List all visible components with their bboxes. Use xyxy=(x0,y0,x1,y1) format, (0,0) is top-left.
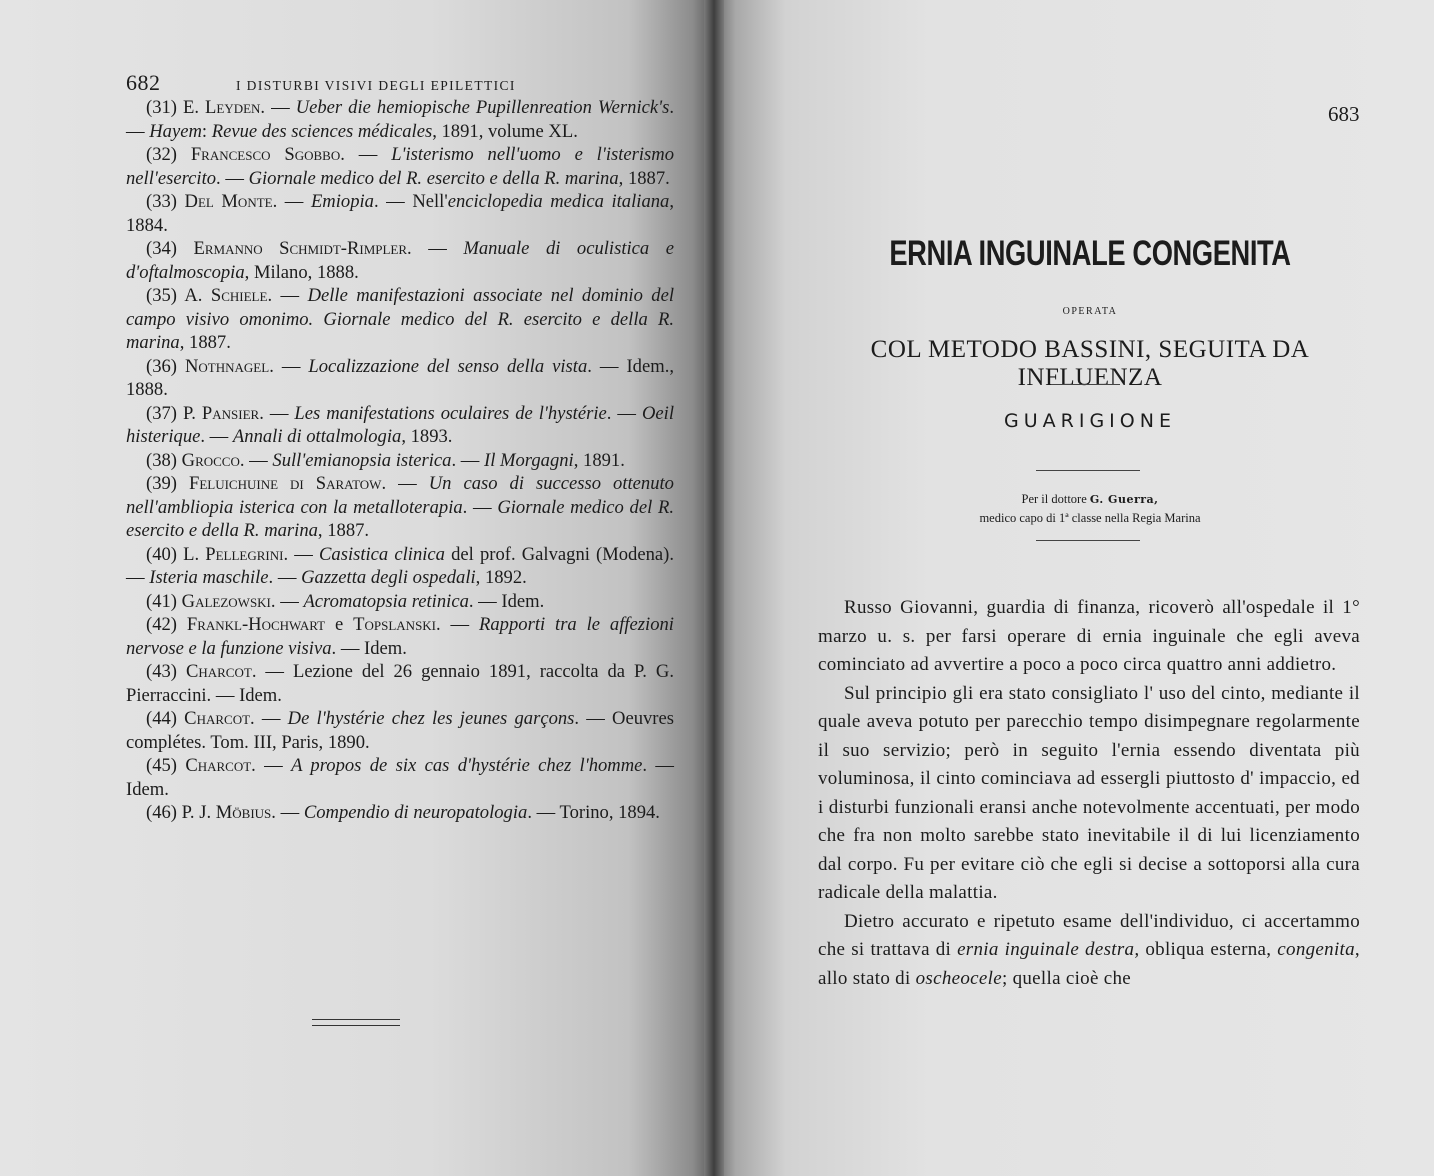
running-head: I DISTURBI VISIVI DEGLI EPILETTICI xyxy=(236,78,516,93)
reference-item-run: . — xyxy=(251,755,292,776)
reference-item-run: . — xyxy=(259,402,295,424)
reference-item-run: . — xyxy=(606,402,642,424)
reference-list xyxy=(126,96,674,825)
reference-item-run: (42) xyxy=(146,614,187,635)
reference-item-run: . — xyxy=(200,426,233,447)
reference-item-run: Ueber die hemiopische Pupillenreation Wernick's xyxy=(295,97,670,118)
reference-item-run: . — xyxy=(270,590,304,612)
reference-item xyxy=(126,660,674,707)
author-prefix: Per il dottore xyxy=(1021,492,1090,506)
reference-item-run: . — xyxy=(216,167,249,189)
reference-item-run: . — xyxy=(126,97,674,142)
reference-item-run: , 1892. xyxy=(475,567,527,588)
reference-item-run: Schiele xyxy=(210,285,268,306)
body-paragraph-run: obliqua esterna, xyxy=(1139,939,1278,960)
reference-item-run: (44) xyxy=(146,708,185,729)
author-name: G. Guerra, xyxy=(1089,493,1159,506)
reference-item-run: Acromatopsia retinica xyxy=(303,590,469,612)
reference-item-run: Annali di ottalmologia xyxy=(232,426,402,447)
reference-item xyxy=(126,402,674,449)
right-page xyxy=(714,0,1434,1176)
reference-item xyxy=(126,449,674,473)
reference-item-run: Galezowski xyxy=(181,590,271,612)
reference-item-run: . — xyxy=(268,567,302,588)
reference-item xyxy=(126,355,674,402)
reference-item xyxy=(126,754,674,801)
reference-item-run: (37) P. xyxy=(146,402,202,424)
reference-item-run: , 1891, volume XL. xyxy=(432,120,578,142)
reference-item-run: . — xyxy=(462,496,498,518)
reference-item-run: Casistica clinica xyxy=(319,543,445,565)
reference-item-run: Delle manifestazioni associate nel dominio del campo visivo omonimo. Giornale medico del R. esercito e della R. marina xyxy=(126,285,675,353)
reference-item-run: Charcot xyxy=(185,661,252,682)
reference-item-run: , 1887. xyxy=(618,167,670,189)
reference-item-run: (33) xyxy=(146,191,185,212)
reference-item-run: . — xyxy=(239,449,273,471)
reference-item xyxy=(126,613,674,660)
reference-item-run: Oeil histerique xyxy=(126,402,674,447)
reference-item-run: Feluichuine di Saratow xyxy=(188,473,382,494)
reference-item-run: enciclopedia medica italiana xyxy=(447,191,670,212)
reference-item xyxy=(126,590,674,614)
reference-item-run: (40) L. xyxy=(146,543,206,565)
reference-item-run: . — xyxy=(267,285,308,306)
reference-item-run: Frankl-Hochwart xyxy=(186,614,326,635)
title-rule xyxy=(1052,384,1120,385)
reference-item xyxy=(126,284,674,355)
author-rule-bottom xyxy=(1036,540,1140,541)
reference-item-run: . — Idem. xyxy=(126,755,674,800)
reference-item-run: . — Nell' xyxy=(373,191,448,212)
body-paragraph-run: Russo Giovanni, guardia di finanza, ricoverò all'ospedale il 1° marzo u. s. per farsi operare di ernia inguinale che egli aveva cominciato ad avvertire a poco a poco circa quattro anni addietro. xyxy=(818,597,1360,675)
reference-item xyxy=(126,143,674,190)
end-rule xyxy=(312,1019,400,1026)
reference-item-run: Leyden xyxy=(205,97,261,118)
reference-item-run: Les manifestations oculaires de l'hystérie xyxy=(294,402,607,424)
reference-item xyxy=(126,543,674,590)
reference-item-run: , 1887. xyxy=(317,520,370,541)
reference-item-run: Grocco xyxy=(181,449,240,471)
reference-item-run: Hayem xyxy=(149,120,202,142)
reference-item-run: Giornale medico del R. esercito e della R. marina xyxy=(248,167,619,189)
body-paragraph-run: ernia inguinale destra, xyxy=(957,939,1140,960)
reference-item-run: e xyxy=(325,614,354,635)
reference-item-run: . — xyxy=(283,543,320,565)
article-operata: OPERATA xyxy=(1062,306,1118,317)
reference-item xyxy=(126,472,674,543)
reference-item-run: Giornale medico del R. esercito e della R. marina xyxy=(126,496,674,541)
author-block xyxy=(820,490,1360,527)
reference-item-run: . — Idem., 1888. xyxy=(126,355,674,400)
reference-item-run: Manuale di oculistica e d'oftalmoscopia xyxy=(126,238,674,283)
reference-item-run: (39) xyxy=(146,473,189,494)
reference-item-run: . — Lezione del 26 gennaio 1891, raccolta da P. G. Pierraccini. — Idem. xyxy=(126,661,674,706)
article-title: ERNIA INGUINALE CONGENITA xyxy=(889,234,1291,273)
reference-item xyxy=(126,801,674,825)
reference-item-run: Pellegrini xyxy=(205,543,284,565)
reference-item-run: . — xyxy=(381,473,429,494)
body-paragraph-run: congenita xyxy=(1277,939,1355,960)
reference-item-run: . — xyxy=(272,191,311,212)
body-paragraph xyxy=(818,680,1360,908)
left-page xyxy=(0,0,714,1176)
body-paragraph xyxy=(818,908,1360,994)
reference-item-run: Il Morgagni xyxy=(484,449,574,471)
reference-item-run: (34) xyxy=(146,238,194,259)
reference-item-run: Nothnagel xyxy=(184,355,270,377)
reference-item-run: Charcot xyxy=(185,755,252,776)
reference-item-run: Charcot xyxy=(184,708,251,729)
article-guarigione: GUARIGIONE xyxy=(1004,410,1176,432)
reference-item-run: Un caso di successo ottenuto nell'ambliopia isterica con la metalloterapia xyxy=(126,473,674,518)
reference-item-run: Isteria maschile xyxy=(149,567,269,588)
reference-item-run: . — xyxy=(407,238,464,259)
reference-item-run: . — Idem. xyxy=(468,590,545,612)
reference-item-run: (35) A. xyxy=(146,285,211,306)
reference-item-run: Revue des sciences médicales xyxy=(211,120,433,142)
reference-item-run: . — xyxy=(436,614,480,635)
article-body xyxy=(818,594,1360,993)
reference-item xyxy=(126,96,674,143)
reference-item-run: . — Oeuvres complétes. Tom. III, Paris, 1890. xyxy=(126,708,674,753)
reference-item xyxy=(126,707,674,754)
reference-item-run: Gazzetta degli ospedali xyxy=(301,567,476,588)
reference-item-run: . — Idem. xyxy=(331,637,407,659)
reference-item-run: Sull'emianopsia isterica xyxy=(272,449,452,471)
reference-item-run: . — xyxy=(340,144,392,165)
reference-item-run: . — xyxy=(451,449,485,471)
reference-item-run: Pansier xyxy=(201,402,260,424)
reference-item-run: . — xyxy=(271,802,304,823)
reference-item-run: : xyxy=(201,120,212,142)
book-gutter xyxy=(704,0,724,1176)
reference-item-run: Möbius xyxy=(215,802,272,823)
reference-item-run: Rapporti tra le affezioni nervose e la funzione visiva xyxy=(126,614,674,659)
left-page-number: 682 xyxy=(126,70,161,95)
reference-item-run: Localizzazione del senso della vista xyxy=(308,355,588,377)
reference-item-run: , 1891. xyxy=(573,449,625,471)
right-page-number: 683 xyxy=(1328,102,1360,126)
reference-item-run: Ermanno Schmidt-Rimpler xyxy=(193,238,408,259)
reference-item-run: (36) xyxy=(146,355,185,377)
reference-item-run: Compendio di neuropatologia xyxy=(303,802,528,823)
reference-item-run: , 1884. xyxy=(126,191,674,236)
body-paragraph xyxy=(818,594,1360,680)
reference-item-run: , Milano, 1888. xyxy=(244,261,359,283)
reference-item-run: . — Torino, 1894. xyxy=(527,802,660,823)
reference-item-run: , 1893. xyxy=(401,426,453,447)
reference-item xyxy=(126,237,674,284)
body-paragraph-run: ; quella cioè che xyxy=(1001,967,1132,989)
body-paragraph-run: , allo stato di xyxy=(818,939,1360,989)
author-affiliation: medico capo di 1ª classe nella Regia Marina xyxy=(979,511,1201,525)
reference-item-run: De l'hystérie chez les jeunes garçons xyxy=(287,708,575,729)
reference-item-run: . — xyxy=(250,708,288,729)
reference-item-run: (31) E. xyxy=(146,97,206,118)
reference-item-run: (41) xyxy=(146,590,182,612)
reference-item-run: (32) xyxy=(146,144,191,165)
reference-item-run: Topslanski xyxy=(353,614,437,635)
reference-item xyxy=(126,190,674,237)
left-page-header xyxy=(126,70,686,96)
reference-item-run: , 1887. xyxy=(179,332,231,353)
article-subtitle: COL METODO BASSINI, SEGUITA DA INFLUENZA xyxy=(870,336,1310,391)
reference-item-run: Francesco Sgobbo xyxy=(190,144,341,165)
reference-item-run: del prof. Galvagni (Modena). — xyxy=(126,543,675,588)
body-paragraph-run: oscheocele xyxy=(915,967,1002,989)
reference-item-run: . — xyxy=(260,97,296,118)
body-paragraph-run: Dietro accurato e ripetuto esame dell'individuo, ci accertammo che si trattava di xyxy=(818,910,1360,960)
reference-item-run: . — xyxy=(269,355,309,377)
reference-item-run: Emiopia xyxy=(310,191,374,212)
reference-item-run: (43) xyxy=(146,661,186,682)
reference-item-run: (46) P. J. xyxy=(146,802,216,823)
reference-item-run: A propos de six cas d'hystérie chez l'homme xyxy=(291,755,643,776)
reference-item-run: Del Monte xyxy=(184,191,273,212)
author-rule-top xyxy=(1036,470,1140,471)
reference-item-run: (45) xyxy=(146,755,186,776)
reference-item-run: L'isterismo nell'uomo e l'isterismo nell'esercito xyxy=(126,144,674,189)
reference-item-run: (38) xyxy=(146,449,182,471)
body-paragraph-run: Sul principio gli era stato consigliato l' uso del cinto, mediante il quale aveva potuto per parecchio tempo disimpegnare regolarmente il suo servizio; però in seguito l'ernia essendo diventata più voluminosa, il cinto cominciava ad essergli piuttosto d' impaccio, ed i disturbi funzionali eransi anche notevolmente accentuati, per modo che fra non molto sarebbe stato inevitabile il di lui licenziamento dal corpo. Fu per evitare ciò che egli si decise a sottoporsi alla cura radicale della malattia. xyxy=(818,682,1360,903)
